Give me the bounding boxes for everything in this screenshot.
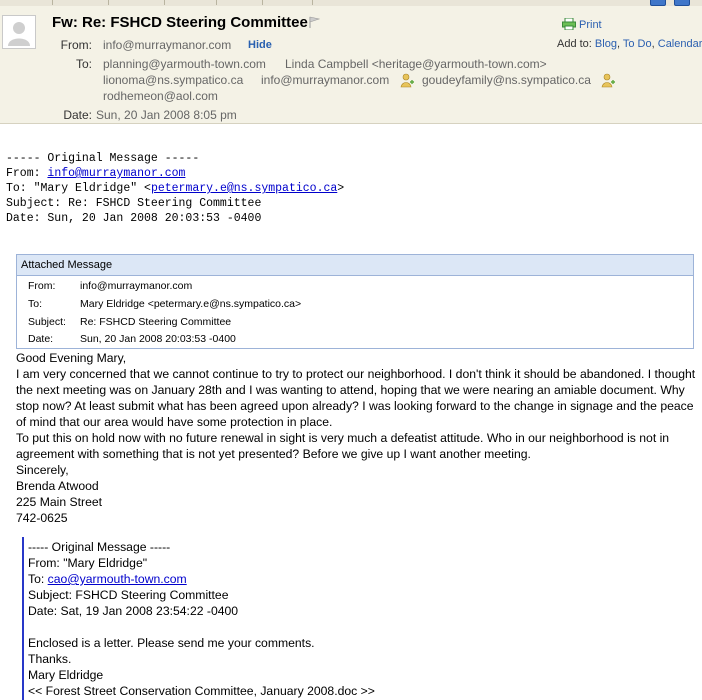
quoted-from: From: "Mary Eldridge" [28,556,148,570]
to-recipient[interactable]: rodhemeon@aol.com [103,89,218,103]
quoted-spacer [28,619,375,635]
toolbar-tab[interactable] [52,0,109,5]
toolbar-tab[interactable] [262,0,313,5]
attached-subject-value: Re: FSHCD Steering Committee [80,316,232,328]
original-to-prefix: To: "Mary Eldridge" < [6,182,151,195]
toolbar-tab[interactable] [164,0,217,5]
original-to-suffix: > [337,182,345,195]
add-to-calendar-link[interactable]: Calendar [657,38,702,50]
original-to [6,182,344,196]
attached-message-title: Attached Message [17,255,693,276]
message-subject: Fw: Re: FSHCD Steering Committee [52,14,308,31]
add-to-label: Add to: [557,38,592,50]
attached-message-box [16,254,694,349]
attached-to-value: Mary Eldridge <petermary.e@ns.sympatico.ca> [80,298,302,310]
to-recipient[interactable]: info@murraymanor.com [261,73,390,87]
body-paragraph: I am very concerned that we cannot continue to try to protect our neighborhood. I don't think it should be abandoned. I thought the next meeting was on January 28th and I was wanting to attend, hoping that we were nearing an amiable document. Why stop now? At least submit what has been agreed upon already? I was looking forward to the change in signage and the peace of mind that our area would have some protection in place. [16,367,696,429]
original-to-link[interactable]: petermary.e@ns.sympatico.ca [150,182,338,195]
quoted-line: Mary Eldridge [28,668,104,682]
original-divider: ----- Original Message ----- [6,152,200,165]
add-to-todo-link[interactable]: To Do [622,38,652,50]
body-paragraph: To put this on hold now with no future renewal in sight is very much a defeatist attitude. Who in our neighborhood is not in agreement with something that is not yet presented? Before we give up I want another meeting. [16,431,670,461]
quote-bar [22,537,24,700]
to-recipient[interactable]: lionoma@ns.sympatico.ca [103,73,244,87]
flag-icon[interactable] [308,16,320,28]
original-from-link[interactable]: info@murraymanor.com [47,167,186,180]
print-button[interactable] [562,18,602,31]
attached-from-value: info@murraymanor.com [80,280,193,292]
message-header [0,6,702,124]
print-label: Print [579,19,602,31]
original-from-label: From: [6,167,48,180]
original-from [6,167,185,181]
quoted-date: Date: Sat, 19 Jan 2008 23:54:22 -0400 [28,604,239,618]
quoted-to-link[interactable]: cao@yarmouth-town.com [47,572,187,586]
original-subject: Subject: Re: FSHCD Steering Committee [6,197,262,210]
quoted-subject: Subject: FSHCD Steering Committee [28,588,229,602]
toolbar-tab[interactable] [108,0,165,5]
body-closing: Sincerely, [16,463,69,477]
signature-phone: 742-0625 [16,511,68,525]
quoted-to [28,571,375,587]
date-label: Date: [63,108,92,122]
add-to-links: Add to: Blog, To Do, Calendar [557,38,702,50]
quoted-line: Enclosed is a letter. Please send me your comments. [28,636,315,650]
original-date: Date: Sun, 20 Jan 2008 20:03:53 -0400 [6,212,262,225]
add-contact-icon[interactable] [600,73,616,89]
hide-button[interactable]: Hide [248,39,272,51]
quoted-to-label: To: [28,572,48,586]
signature-address: 225 Main Street [16,495,103,509]
body-greeting: Good Evening Mary, [16,351,127,365]
avatar-icon [2,15,36,49]
quoted-message [28,539,375,699]
add-contact-icon[interactable] [399,73,415,89]
add-to-blog-link[interactable]: Blog [594,38,617,50]
quoted-attachment: << Forest Street Conservation Committee, January 2008.doc >> [28,684,375,698]
to-recipient[interactable]: goudeyfamily@ns.sympatico.ca [422,73,591,87]
signature-name: Brenda Atwood [16,479,99,493]
attached-date-label: Date: [28,333,54,345]
to-recipient[interactable]: planning@yarmouth-town.com [103,57,266,71]
date-value: Sun, 20 Jan 2008 8:05 pm [96,108,237,122]
attached-date-value: Sun, 20 Jan 2008 20:03:53 -0400 [80,333,236,345]
attached-to-label: To: [28,298,43,310]
print-icon [562,18,576,30]
quoted-line: Thanks. [28,652,72,666]
from-label: From: [60,38,92,52]
attached-subject-label: Subject: [28,316,66,328]
attached-from-label: From: [28,280,56,292]
to-recipient[interactable]: Linda Campbell <heritage@yarmouth-town.com> [285,57,547,71]
toolbar-tab[interactable] [0,0,53,5]
quoted-divider: ----- Original Message ----- [28,540,171,554]
to-label: To: [75,57,92,71]
toolbar-tab[interactable] [216,0,263,5]
message-body [16,350,700,526]
from-value: info@murraymanor.com [103,38,232,52]
